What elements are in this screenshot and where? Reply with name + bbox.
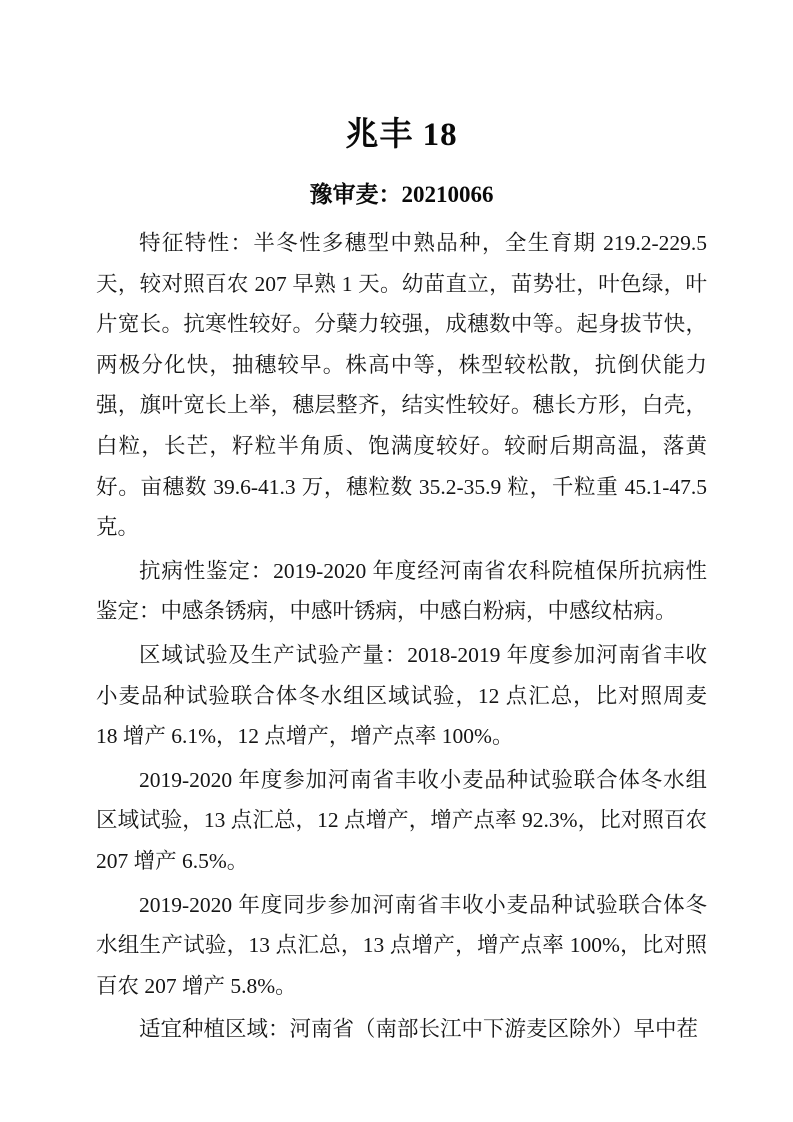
- doc-approval-number: 豫审麦：20210066: [309, 182, 494, 207]
- doc-body: [96, 223, 707, 1050]
- paragraph-production-trial-2019-2020: 2019-2020 年度同步参加河南省丰收小麦品种试验联合体冬水组生产试验，13 点汇总，13 点增产，增产点率 100%，比对照百农 207 增产 5.8%。: [96, 892, 707, 998]
- paragraph-characteristics: 特征特性：半冬性多穗型中熟品种，全生育期 219.2-229.5 天，较对照百农 207 早熟 1 天。幼苗直立，苗势壮，叶色绿，叶片宽长。抗寒性较好。分蘖力较强，成穗数中等。起身拔节快，两极分化快，抽穗较早。株高中等，株型较松散，抗倒伏能力强，旗叶宽长上举，穗层整齐，结实性较好。穗长方形，白壳，白粒，长芒，籽粒半角质、饱满度较好。较耐后期高温，落黄好。亩穗数 39.6-41.3 万，穗粒数 35.2-35.9 粒，千粒重 45.1-47.5 克。: [96, 231, 707, 540]
- doc-title: 兆丰 18: [345, 117, 458, 153]
- paragraph-suitable-planting-area: 适宜种植区域：河南省（南部长江中下游麦区除外）早中茬: [139, 1017, 699, 1042]
- paragraph-disease-resistance: 抗病性鉴定：2019-2020 年度经河南省农科院植保所抗病性鉴定：中感条锈病，中感叶锈病，中感白粉病，中感纹枯病。: [96, 558, 707, 624]
- paragraph-regional-trial-2018-2019: 区域试验及生产试验产量：2018-2019 年度参加河南省丰收小麦品种试验联合体冬水组区域试验，12 点汇总，比对照周麦 18 增产 6.1%，12 点增产，增产点率 100%。: [96, 642, 707, 749]
- paragraph-regional-trial-2019-2020: 2019-2020 年度参加河南省丰收小麦品种试验联合体冬水组区域试验，13 点汇总，12 点增产，增产点率 92.3%，比对照百农 207 增产 6.5%。: [96, 767, 707, 873]
